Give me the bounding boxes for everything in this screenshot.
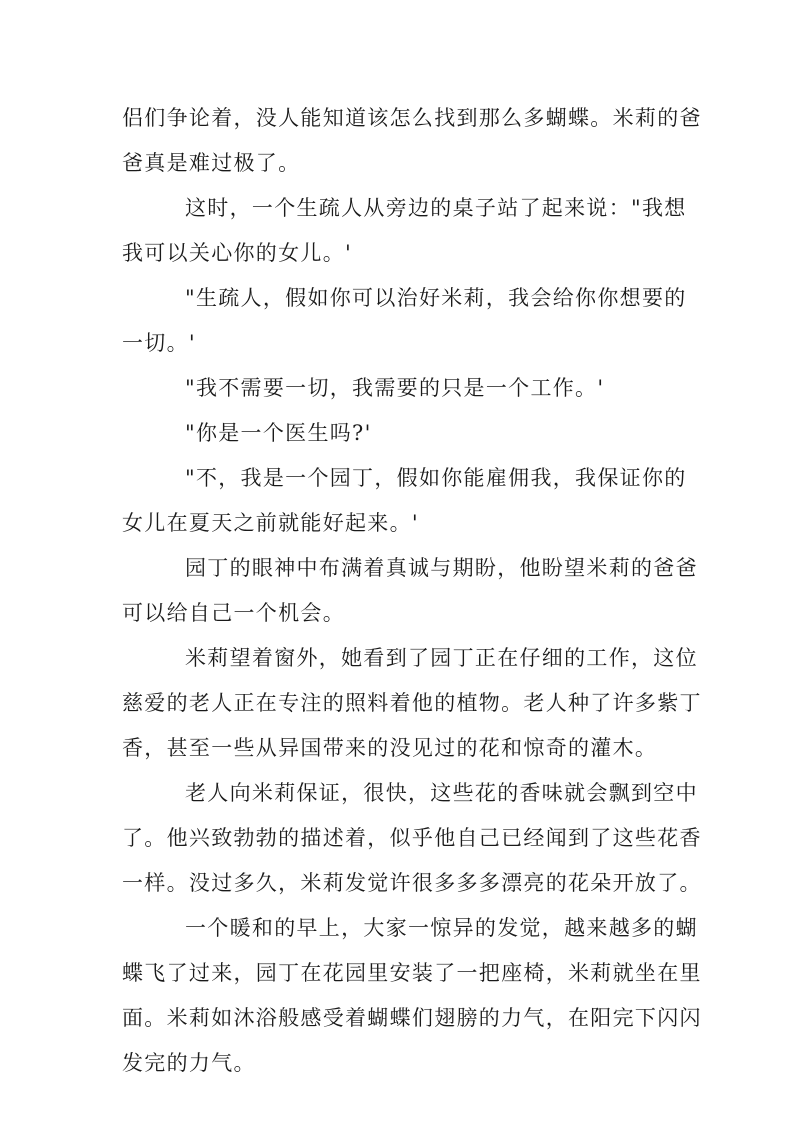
text-line: 蝶飞了过来，园丁在花园里安装了一把座椅，米莉就坐在里 (122, 961, 702, 985)
text-line: 女儿在夏天之前就能好起来。' (122, 511, 419, 535)
text-line: 发完的力气。 (122, 1051, 256, 1075)
text-line: 面。米莉如沐浴般感受着蝴蝶们翅膀的力气，在阳完下闪闪 (122, 1006, 702, 1030)
text-line: 米莉望着窗外，她看到了园丁正在仔细的工作，这位 (185, 646, 698, 670)
text-line: 一个暖和的早上，大家一惊异的发觉，越来越多的蝴 (185, 916, 698, 940)
text-line: 一样。没过多久，米莉发觉许很多多多漂亮的花朵开放了。 (122, 871, 702, 895)
text-line: 侣们争论着，没人能知道该怎么找到那么多蝴蝶。米莉的爸 (122, 106, 702, 130)
text-line: 慈爱的老人正在专注的照料着他的植物。老人种了许多紫丁 (122, 691, 702, 715)
text-line: "不，我是一个园丁，假如你能雇佣我，我保证你的 (185, 466, 687, 490)
text-line: 这时，一个生疏人从旁边的桌子站了起来说："我想 (185, 196, 687, 220)
text-line: 爸真是难过极了。 (122, 151, 301, 175)
text-line: 可以给自己一个机会。 (122, 601, 345, 625)
text-line: 香，甚至一些从异国带来的没见过的花和惊奇的灌木。 (122, 736, 658, 760)
text-line: "我不需要一切，我需要的只是一个工作。' (185, 376, 605, 400)
body-text (122, 96, 702, 1086)
text-line: 了。他兴致勃勃的描述着，似乎他自己已经闻到了这些花香 (122, 826, 702, 850)
text-line: 园丁的眼神中布满着真诚与期盼，他盼望米莉的爸爸 (185, 556, 698, 580)
text-line: "你是一个医生吗?' (185, 421, 372, 445)
text-line: 一切。' (122, 331, 196, 355)
text-line: 我可以关心你的女儿。' (122, 241, 353, 265)
text-line: 老人向米莉保证，很快，这些花的香味就会飘到空中 (185, 781, 698, 805)
text-line: "生疏人，假如你可以治好米莉，我会给你你想要的 (185, 286, 687, 310)
